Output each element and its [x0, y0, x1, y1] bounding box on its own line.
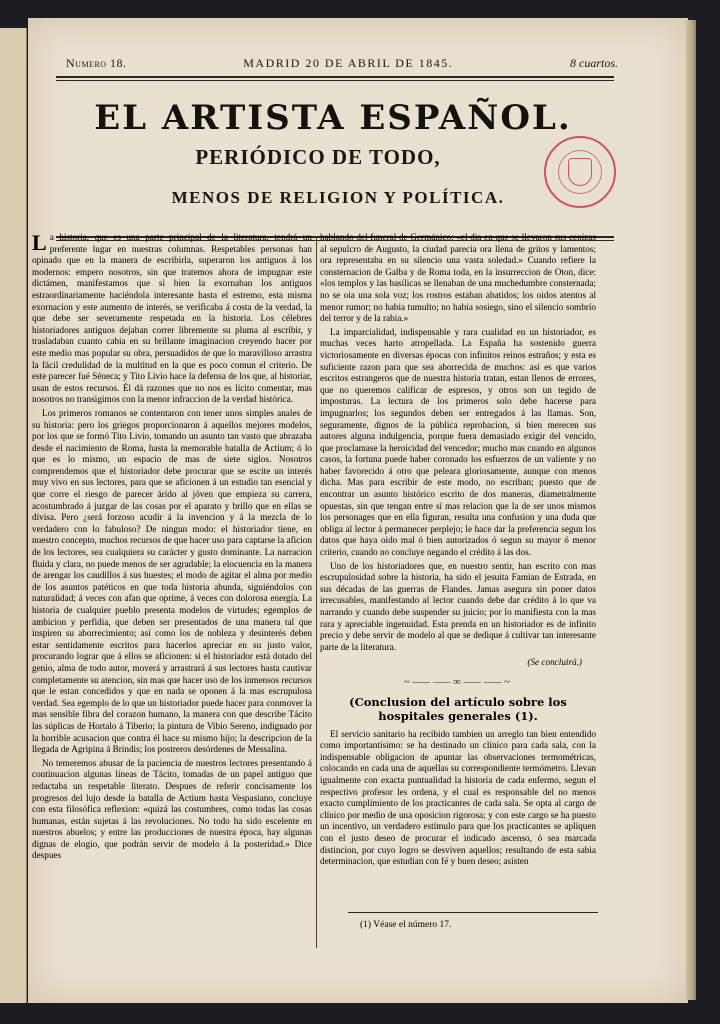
masthead-tagline: MENOS DE RELIGION Y POLÍTICA. [171, 188, 505, 207]
crest-icon [568, 158, 592, 186]
article-paragraph: No temeremos abusar de la paciencia de nuestros lectores presentando á continuacion algunas líneas de Tácito, tomadas de un papel antiguo que redactaba un respetable literato. Despues de referir concisamente los progresos del lujo desde la batalla de Actium hasta Vespasiano, concluye con esta filosófica reflexion: «quizá las costumbres, como todas las cosas humanas, están sujetas á las revoluciones. No todo ha sido escelente en nuestros abuelos; y entre las producciones de nuestra época, hay algunas dignas de elogio, que podrán servir de modelo á la posteridad.» Dice despues [32, 757, 312, 861]
issue-header [66, 56, 618, 71]
page-edge [686, 20, 696, 1000]
drop-cap: L [32, 232, 47, 255]
masthead-title: EL ARTISTA ESPAÑOL. [94, 98, 572, 138]
header-rule [56, 76, 614, 78]
ornament-divider: ~⸺⸺∞⸺⸺~ [403, 675, 513, 688]
continuation-note: (Se concluirá.) [527, 657, 582, 668]
article-paragraph: La historia, que es una parte principal de la literatura, tendrá un preferente lugar en nuestras columnas. Respetables personas han opinado que en la manera de escribirla, superaron los antiguos á los modernos: empero nosotros, sin que tratemos ahora de impugnar este dictámen, manifestamos que si bien la exornaban los antiguos estraordinariamente haciéndola interesante hasta el estremo, esta misma exornacion y este aumento de interés, se verificaba á costa de la verdad, la que debe ser severamente respetada en la historia. Los célebres historiadores antiguos dejaban correr libremente su pluma al escribir, y trasladaban cuanto cabia en su brillante imaginacion creyendo hacer por este medio mas popular su obra, persuadidos de que lo maravilloso arrastra la fácil credulidad de la multitud en la que es poco comun el criterio. De este parecer fué Séneca; y Tito Livio hace la defensa de los que, al historiar, usan de estos recursos. Él dá razones que no nos es lícito comentar, mas nosotros no transigimos con la menor infraccion de la verdad histórica. [32, 232, 312, 405]
previous-page-edge [0, 28, 27, 1003]
article-paragraph: hablando del funeral de Germánico: «el dia en que se llevaron sus cenizas al sepulcro de Augusto, la ciudad parecia ora llena de gritos y lamentos; ora representaba en su silencio una vasta soledad.» Cuando refiere la consternacion de Galba y de Roma toda, en la insurreccion de Oton, dice: «los templos y las basílicas se llenaban de una muchedumbre consternada; no se oia una sola voz; los rostros estaban abatidos; los oidos atentos al menor rumor; no habia tumulto; no habia sosiego, sino el silencio sombrío del terror y de la rabia.» [320, 232, 596, 324]
article-paragraph: Los primeros romanos se contentaron con tener unos simples anales de su historia: pero los griegos proporcionaron á aquellos mejores modelos, por los que se formó Tito Livio, tomando un asunto tan vasto que abrazaba desde el nacimiento de Roma, hasta la memorable batalla de Actium; ó lo que es lo mismo, un espacio de mas de siete siglos. Nosotros comprendemos que el historiador debe procurar que se escite un interés muy vivo en sus lectores, para que se aficionen á un estudio tan esencial y que corre el riesgo de parecer árido al jóven que empieza su carrera, acostumbrado á juzgar de las cosas por el aparato y brillo que en ellas se divisa. Pero ¿será forzoso acudir á la invencion y á la mezcla de lo verdadero con lo fabuloso? De ningun modo: el historiador tiene, en nuestro concepto, muchos recursos de que hacer uso para captarse la aficion de los lectores, sea cualquiera su carácter y gusto dominante. La narracion fluida y clara, no puede menos de ser agradable; la elocuencia en la manera de arengar los caudillos á sus huestes; el modo de agitar el alma por medio de los asuntos patéticos en que toda historia abunda, siguiéndolos con naturalidad; á veces con afan que oprime, á veces con dolorosa energía. La historia de cualquier pueblo presenta modelos de virtudes; egemplos de ambicion y perfidia, que deben ser presentados de una manera tal que inspiren su aborrecimiento; así como los de nobleza y desinterés deben estar sentidamente escritos para hacerlos apreciar en su justo valor, procurando lograr que á ellos se aficionen: si el historiador está dotado del genio, alma de todo autor, moverá y arrastrará á sus lectores hasta cautivar completamente su atencion, sin mas que hacer uso de los inmensos recursos que le estan concedidos y que en nada se oponen á la mas escrupulosa verdad. Sea egemplo de lo que un historiador puede hacer para conmover la mas sensible fibra del corazon humano, la manera con que describe Tácito las súplicas de Hortalo á Tiberio; la pintura de Vibio Sereno, indignado por la horrible acusacion que contra él hace su mismo hijo; la descripcion de la llegada de Agripina á Brindis; los postreros desórdenes de Messalina. [32, 407, 312, 755]
issue-price: 8 cuartos. [570, 56, 618, 70]
article-paragraph: La imparcialidad, indispensable y rara cualidad en un historiador, es muchas veces harto atropellada. La España ha sostenido guerra victoriosamente en diversas épocas con infinitos reinos estraños; y esta es suficiente razon para que sea aborrecida de muchos: así es que varios escritos estrangeros que de nuestra historia tratan, estan llenos de errores, que no queremos calificar de espresos, y otros son un tegido de imposturas. La lectura de los primeros solo debe hacerse para impugnarlos; los segundos deben ser entregados á las llamas. Son, seguramente, dignos de la pública reprobacion, si bien merecen sus autores alguna indulgencia, porque fuera demasiado exigir del vencido, que proclamase la heroicidad del vencedor; mucho mas cuando en algunos casos, la fortuna puede haber coronado los esfuerzos de un valiente y no haber favorecido á otro que peleara gloriosamente, aunque con menos dicha. Mas para escribir de este modo, no escriban; puesto que de encontrar un asunto histórico escrito de dos maneras, diametralmente opuestas, sin que tengan entre sí mas relacion que la de ser unos mismos los personages que en ella figuran, resulta una confusion y una duda que obliga al lector á permanecer perplejo; le hace dar la preferencia segun los datos que haya oido mal ó bien autorizados ó segun su mayor ó menor criterio, cuando no concluye negando el crédito á las dos. [320, 326, 596, 558]
article-paragraph: El servicio sanitario ha recibido tambien un arreglo tan bien entendido como importantísimo: se ha destinado un clínico para cada sala, con la indispensable obligacion de apuntar las observaciones termométricas, colocando en cada una de aquellas su correspondiente termómetro. Llevan igualmente con exacta puntualidad la historia de cada enfermo, segun el respectivo profesor les ordena, y el cual es responsable del no menos exacto cumplimiento de los practicantes de cada sala. Se opta al cargo de clínico por medio de una oposicion rigorosa; y con este cargo se ha puesto un incentivo, un verdadero estímulo para que los practicantes se apliquen con el justo deseo de procurar el indicado ascenso, ó sea marcada distincion, por cuyo logro se desviven aquellos; resultando de esta sabia determinacion, que estudian con fé y buen deseo; asisten [320, 728, 596, 867]
header-rule-thin [56, 80, 614, 81]
footnote: (1) Véase el número 17. [360, 920, 452, 930]
footnote-rule [348, 912, 598, 913]
article-column-left [32, 232, 312, 944]
article-paragraph: Uno de los historiadores que, en nuestro sentir, han escrito con mas escrupulosidad sobre la historia, ha sido el jesuita Famian de Estrada, en sus décadas de las guerras de Flandes. Jamas asegura sin poner datos irrecusables, manifestando al lector cuando debe dar crédito á lo que va narrando y cuando debe suspender su juicio; por lo manifiesta con la mas rara y apreciable ingenuidad. Esta prenda en un historiador es de infinito precio y debe servir de modelo al que se dedique á cultivar tan interesante parte de la literatura. [320, 560, 596, 652]
masthead-subtitle: PERIÓDICO DE TODO, [195, 145, 441, 169]
article-column-right [320, 232, 596, 944]
section-title: (Conclusion del artículo sobre los hospitales generales (1). [349, 694, 567, 723]
issue-date: MADRID 20 DE ABRIL DE 1845. [243, 56, 454, 70]
library-stamp [544, 136, 616, 208]
column-divider [316, 236, 317, 948]
issue-number: Numero 18. [66, 56, 127, 70]
